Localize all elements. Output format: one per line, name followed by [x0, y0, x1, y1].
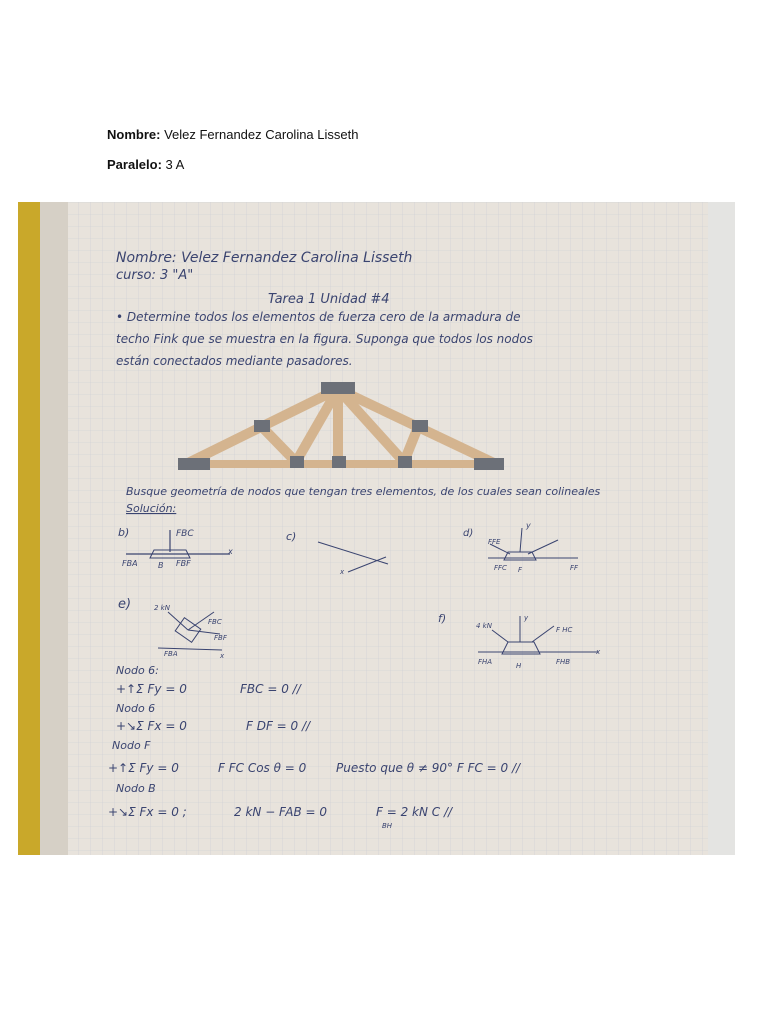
svg-text:B: B [158, 561, 164, 570]
svg-text:FBC: FBC [208, 618, 222, 626]
svg-text:+↘Σ Fx = 0: +↘Σ Fx = 0 [116, 719, 187, 733]
svg-text:FBF: FBF [214, 634, 227, 642]
svg-text:4 kN: 4 kN [476, 622, 492, 630]
nb-statement3: están conectados mediante pasadores. [116, 354, 353, 368]
svg-text:FBA: FBA [164, 650, 178, 658]
svg-text:FHA: FHA [478, 658, 493, 666]
svg-text:H: H [516, 662, 522, 670]
svg-text:F HC: F HC [556, 626, 573, 634]
svg-text:y: y [526, 521, 531, 530]
svg-text:FBA: FBA [122, 559, 138, 568]
svg-text:Nodo F: Nodo F [112, 739, 151, 752]
class-label: Paralelo: [107, 157, 162, 172]
svg-text:FBC: FBC [176, 529, 194, 539]
svg-text:Puesto que θ ≠ 90° F FC = 0 /: Puesto que θ ≠ 90° F FC = 0 // [336, 761, 521, 775]
class-value: 3 A [165, 157, 185, 172]
notebook-photo [18, 202, 735, 855]
svg-text:FFE: FFE [488, 538, 501, 546]
name-line [107, 127, 358, 142]
svg-text:b): b) [118, 526, 130, 539]
svg-text:2 kN − FAB = 0: 2 kN − FAB = 0 [234, 805, 328, 819]
svg-text:d): d) [463, 528, 474, 539]
svg-text:+↘Σ Fx = 0 ;: +↘Σ Fx = 0 ; [108, 805, 187, 819]
svg-text:FFC: FFC [494, 564, 507, 572]
svg-text:FHB: FHB [556, 658, 571, 666]
svg-text:FF: FF [570, 564, 579, 572]
nb-solution-label: Solución: [126, 502, 177, 515]
svg-text:x: x [340, 568, 345, 576]
svg-text:+↑Σ Fy = 0: +↑Σ Fy = 0 [116, 682, 187, 696]
svg-text:FBF: FBF [176, 559, 191, 568]
svg-text:F = 2 kN C //: F = 2 kN C // [376, 805, 453, 819]
nb-instruction: Busque geometría de nodos que tengan tres elementos, de los cuales sean colineales [126, 485, 601, 498]
svg-text:y: y [524, 614, 529, 622]
svg-text:Nodo 6: Nodo 6 [116, 702, 156, 715]
svg-text:x: x [596, 648, 601, 656]
name-label: Nombre: [107, 127, 161, 142]
nb-line1: Nombre: Velez Fernandez Carolina Lisseth [116, 250, 413, 266]
name-value: Velez Fernandez Carolina Lisseth [164, 127, 359, 142]
svg-text:F: F [518, 566, 523, 574]
nb-statement1: • Determine todos los elementos de fuerza cero de la armadura de [116, 310, 521, 324]
svg-text:Nodo B: Nodo B [116, 782, 156, 795]
svg-text:BH: BH [382, 822, 393, 830]
class-line [107, 157, 184, 172]
svg-text:x: x [228, 547, 233, 556]
nb-line2: curso: 3 "A" [116, 268, 194, 283]
nb-statement2: techo Fink que se muestra en la figura. Suponga que todos los nodos [116, 332, 533, 346]
svg-text:FBC = 0 //: FBC = 0 // [240, 682, 301, 696]
svg-text:e): e) [118, 597, 132, 612]
svg-text:f): f) [438, 612, 447, 625]
notebook-drawing [18, 202, 735, 855]
svg-text:+↑Σ Fy = 0: +↑Σ Fy = 0 [108, 761, 179, 775]
svg-text:F FC Cos θ = 0: F FC Cos θ = 0 [218, 761, 307, 775]
svg-text:c): c) [286, 530, 297, 543]
svg-text:F DF = 0 //: F DF = 0 // [246, 719, 311, 733]
nb-title: Tarea 1 Unidad #4 [268, 292, 390, 307]
svg-text:x: x [220, 652, 225, 660]
svg-text:2 kN: 2 kN [154, 604, 170, 612]
svg-text:Nodo 6:: Nodo 6: [116, 664, 159, 677]
